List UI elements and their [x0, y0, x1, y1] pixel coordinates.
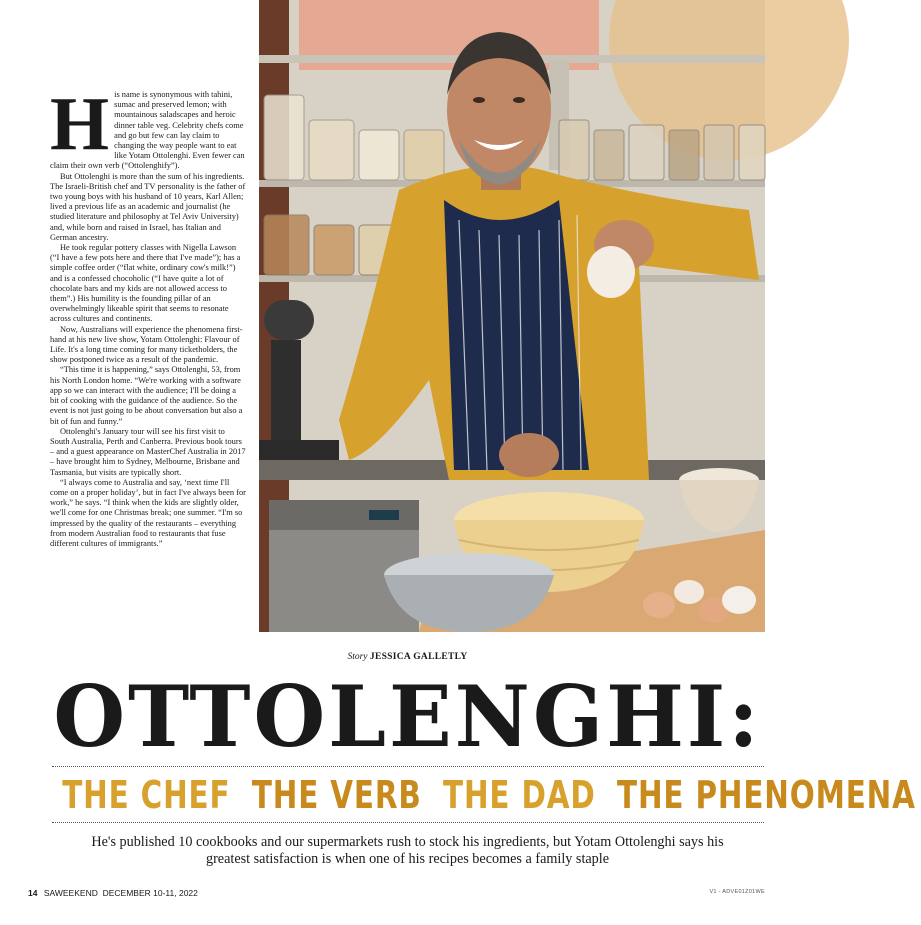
byline-author: JESSICA GALLETLY — [369, 652, 468, 662]
publication-name: SAWEEKEND — [43, 888, 98, 898]
article-paragraph: But Ottolenghi is more than the sum of his ingredients. The Israeli-British chef and TV personality is the father of two young boys with his husband of 10 years, Karl Allen; lived a previous life as an academic and journalist (he studied literature and philosophy at Tel Aviv University) and, while born and raised in Israel, has Italian and German ancestry. — [50, 171, 246, 242]
print-code: V1 - ADVE01Z01WE — [709, 889, 765, 895]
article-paragraph: Ottolenghi's January tour will see his first visit to South Australia, Perth and Canberra. Previous book tours – and a guest appearance on MasterChef Australia in 2017 – have brought him to Sydney, Melbourne, Brisbane and Tasmania, but visits are typically short. — [50, 426, 246, 477]
divider-top — [52, 766, 764, 767]
article-paragraph: His name is synonymous with tahini, sumac and preserved lemon; with mountainous saladscapes and heroic dinner table veg. Celebrity chefs come and go but few can lay claim to changing the way people want to eat like Yotam Ottolenghi. Even fewer can claim their own verb (“Ottolenghify”). — [50, 82, 245, 171]
issue-date: DECEMBER 10-11, 2022 — [102, 888, 198, 898]
divider-bottom — [52, 822, 764, 823]
byline — [0, 652, 815, 662]
article-paragraph: He took regular pottery classes with Nigella Lawson (“I have a few pots here and there that I've made”); has a simple coffee order (“flat white, ordinary cow's milk!”) and is a confessed chocoholic (“I have quite a lot of chocolate bars and my kids are not allowed access to them”.) His humility is the founding pillar of an overwhelmingly likeable spirit that seems to resonate across cultures and continents. — [50, 243, 241, 324]
article-body — [50, 82, 246, 549]
subhead — [57, 772, 916, 818]
folio — [28, 888, 198, 898]
article-paragraph: “This time it is happening,” says Ottolenghi, 53, from his North London home. “We're working with a software app so we can interact with the audience; I'll be doing a bit of cooking with the guidance of the audience. So the event is not just going to be about conversation but also a bit of fun and funny.” — [50, 365, 243, 426]
page-number: 14 — [28, 888, 38, 898]
article-paragraph: Now, Australians will experience the phenomena first-hand at his new live show, Yotam Ottolenghi: Flavour of Life. It's a long time coming for many ticketholders, the show postponed twice as a result of the pandemic. — [50, 324, 243, 365]
subhead-part: THE PHENOMENA — [617, 773, 916, 817]
chef-photo — [259, 0, 765, 632]
subhead-part: THE VERB — [251, 773, 422, 817]
byline-label: Story — [347, 652, 368, 662]
subhead-part: THE DAD — [443, 773, 596, 817]
subhead-part: THE CHEF — [62, 773, 231, 817]
drop-cap: H — [50, 82, 109, 166]
headline: OTTOLENGHI: — [53, 667, 762, 766]
standfirst: He's published 10 cookbooks and our supermarkets rush to stock his ingredients, but Yotam Ottolenghi says his greatest satisfaction is when one of his recipes becomes a family staple — [91, 834, 724, 867]
article-paragraph: “I always come to Australia and say, ‘next time I'll come on a proper holiday’, but in fact I've always been for work,” he says. “I think when the kids are slightly older, we'll come for one Christmas break; one summer. “I'm so impressed by the quality of the restaurants – everything from modern Australian food to restaurants that fuse different cultures of immigrants.” — [50, 477, 246, 548]
